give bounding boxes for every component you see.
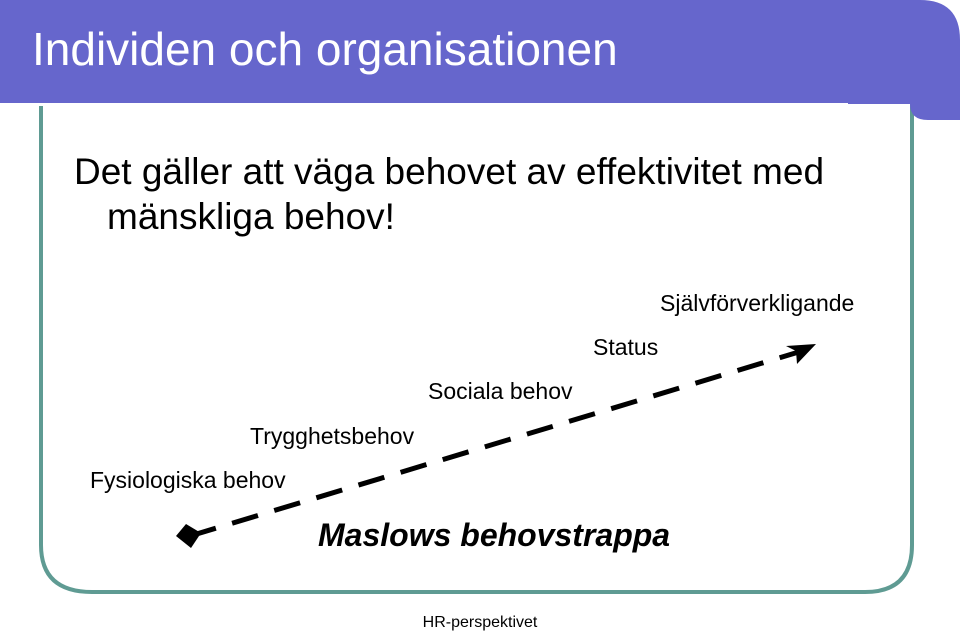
need-status: Status [593,334,659,360]
slide-footer: HR-perspektivet [422,614,538,631]
diagram-caption: Maslows behovstrappa [318,517,671,553]
body-line-1: Det gäller att väga behovet av effektivitet med [74,151,825,192]
arrow-start-marker [176,524,201,548]
need-safety: Trygghetsbehov [250,423,415,449]
need-physiological: Fysiologiska behov [90,467,286,493]
need-social: Sociala behov [428,378,573,404]
body-line-2: mänskliga behov! [107,196,395,238]
slide-title: Individen och organisationen [32,23,618,75]
need-self-actualization: Självförverkligande [660,290,855,316]
body-text [74,149,894,239]
